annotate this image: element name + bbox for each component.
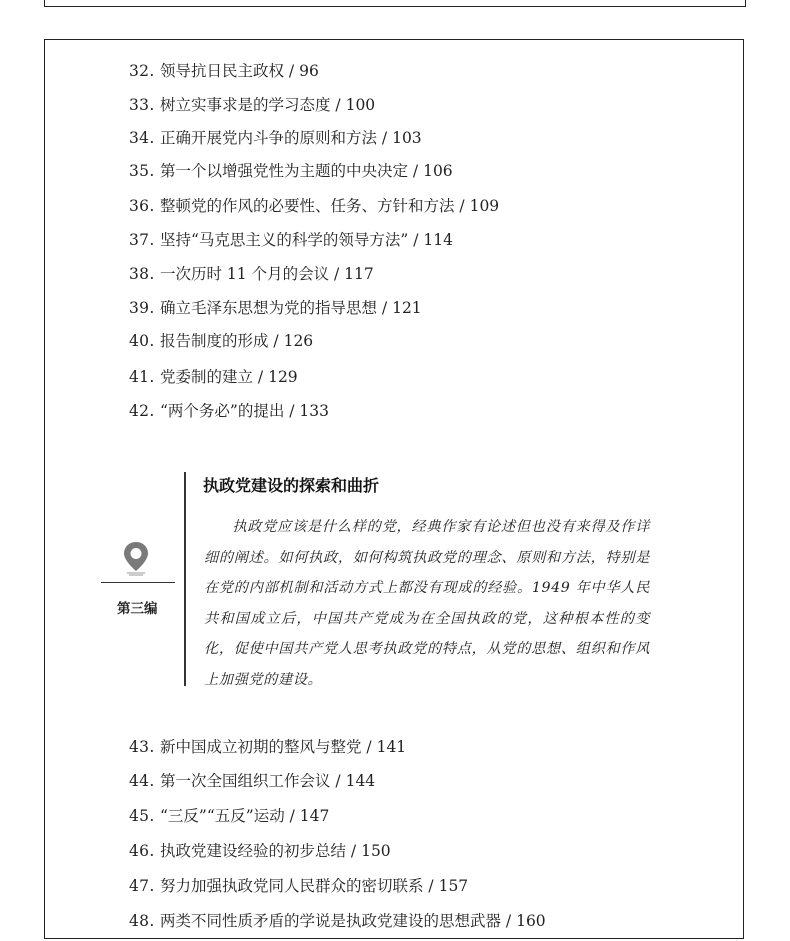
toc-entry-number: 37. [129, 231, 155, 249]
toc-entry-number: 47. [129, 877, 155, 895]
toc-entry[interactable] [129, 230, 453, 250]
section-vertical-rule [184, 472, 186, 686]
toc-entry-title: “两个务必”的提出 / 133 [160, 402, 330, 420]
section-title: 执政党建设的探索和曲折 [203, 476, 380, 495]
toc-entry-number: 45. [129, 807, 155, 825]
toc-entry-title: 新中国成立初期的整风与整党 / 141 [160, 738, 407, 756]
section-divider [101, 582, 175, 583]
toc-entry-number: 42. [129, 402, 155, 420]
toc-entry[interactable] [129, 331, 313, 351]
location-pin-icon [121, 540, 161, 580]
previous-page-frame [44, 0, 746, 7]
toc-entry-title: 坚持“马克思主义的科学的领导方法” / 114 [160, 231, 454, 249]
toc-entry-number: 35. [129, 162, 155, 180]
toc-entry-title: 两类不同性质矛盾的学说是执政党建设的思想武器 / 160 [160, 912, 546, 930]
toc-entry-title: 党委制的建立 / 129 [160, 368, 298, 386]
toc-entry-title: “三反”“五反”运动 / 147 [160, 807, 330, 825]
toc-entry[interactable] [129, 737, 406, 757]
toc-entry[interactable] [129, 196, 499, 216]
toc-entry-title: 确立毛泽东思想为党的指导思想 / 121 [160, 299, 422, 317]
toc-entry[interactable] [129, 264, 374, 284]
toc-entry-title: 树立实事求是的学习态度 / 100 [160, 96, 376, 114]
toc-entry-number: 32. [129, 62, 155, 80]
toc-entry-title: 整顿党的作风的必要性、任务、方针和方法 / 109 [160, 197, 500, 215]
toc-entry-title: 努力加强执政党同人民群众的密切联系 / 157 [160, 877, 469, 895]
toc-entry[interactable] [129, 806, 329, 826]
toc-entry-title: 正确开展党内斗争的原则和方法 / 103 [160, 129, 422, 147]
toc-entry-number: 34. [129, 129, 155, 147]
toc-entry-number: 33. [129, 96, 155, 114]
toc-entry[interactable] [129, 161, 453, 181]
toc-entry[interactable] [129, 298, 422, 318]
toc-entry-title: 执政党建设经验的初步总结 / 150 [160, 842, 391, 860]
toc-entry[interactable] [129, 771, 375, 791]
toc-entry[interactable] [129, 911, 546, 931]
toc-entry-title: 领导抗日民主政权 / 96 [160, 62, 319, 80]
toc-entry[interactable] [129, 367, 298, 387]
toc-entry[interactable] [129, 401, 329, 421]
toc-entry-number: 38. [129, 265, 155, 283]
toc-entry-number: 36. [129, 197, 155, 215]
toc-entry-title: 报告制度的形成 / 126 [160, 332, 314, 350]
section-description: 执政党应该是什么样的党，经典作家有论述但也没有来得及作详细的阐述。如何执政，如何构筑执政党的理念、原则和方法，特别是在党的内部机制和活动方式上都没有现成的经验。1949 年中华人民共和国成立后，中国共产党成为在全国执政的党，这种根本性的变化，促使中国共产党人思考执政党的特点，从党的思想、组织和作风上加强党的建设。 [204, 519, 650, 688]
toc-page [44, 39, 744, 939]
toc-entry-title: 第一次全国组织工作会议 / 144 [160, 772, 376, 790]
toc-entry-title: 第一个以增强党性为主题的中央决定 / 106 [160, 162, 453, 180]
toc-entry[interactable] [129, 876, 468, 896]
section-label: 第三编 [117, 601, 158, 617]
toc-entry-number: 40. [129, 332, 155, 350]
toc-entry[interactable] [129, 128, 422, 148]
toc-entry[interactable] [129, 61, 319, 81]
toc-entry-number: 43. [129, 738, 155, 756]
toc-entry-title: 一次历时 11 个月的会议 / 117 [160, 265, 374, 283]
toc-entry-number: 39. [129, 299, 155, 317]
toc-entry-number: 46. [129, 842, 155, 860]
toc-entry[interactable] [129, 95, 375, 115]
toc-entry[interactable] [129, 841, 391, 861]
toc-entry-number: 48. [129, 912, 155, 930]
toc-entry-number: 44. [129, 772, 155, 790]
toc-entry-number: 41. [129, 368, 155, 386]
